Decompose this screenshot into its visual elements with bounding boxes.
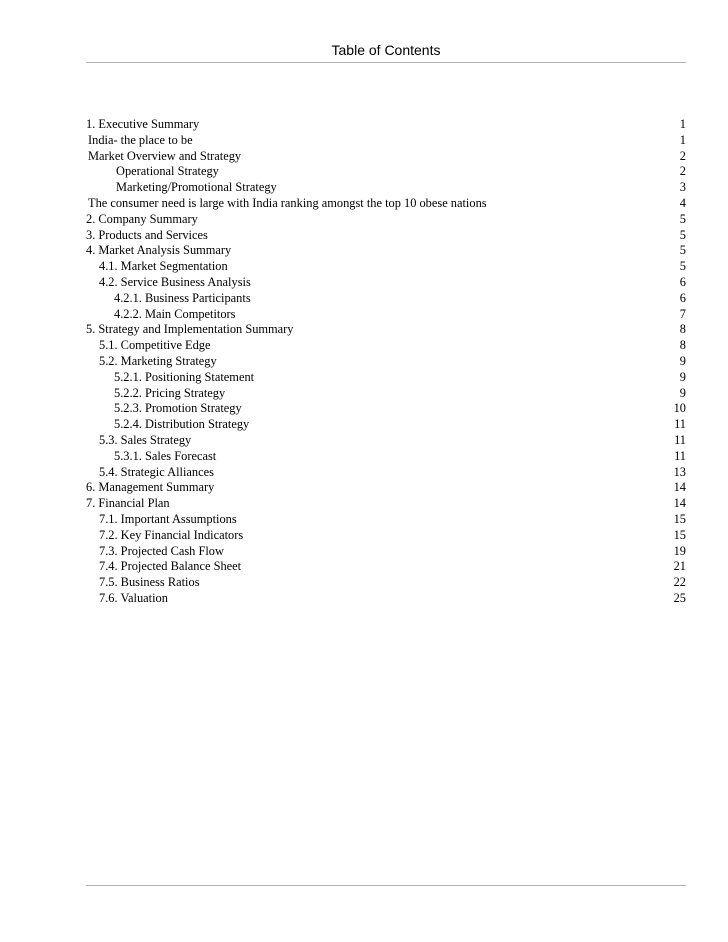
toc-entry-label: 4.2. Service Business Analysis [99, 274, 251, 289]
toc-entry-label: 1. Executive Summary [86, 117, 200, 131]
toc-entry-label: 5. Strategy and Implementation Summary [86, 322, 294, 337]
toc-entry[interactable] [86, 449, 686, 465]
toc-entry-label: 5.2.4. Distribution Strategy [114, 417, 250, 432]
toc-entry-label: 5.4. Strategic Alliances [99, 464, 214, 479]
toc-entry[interactable] [86, 291, 686, 307]
page-title: Table of Contents [331, 42, 441, 58]
toc-entry[interactable] [86, 544, 686, 560]
toc-page-number: 2 [679, 164, 686, 179]
toc-entry-label: India- the place to be [88, 132, 193, 147]
toc-entry-label: 5.2.1. Positioning Statement [114, 369, 255, 384]
toc-entry[interactable] [86, 212, 686, 228]
toc-page-number: 21 [673, 559, 686, 574]
toc-page-number: 5 [679, 259, 686, 274]
toc-entry[interactable] [86, 591, 686, 607]
toc-page-number: 15 [673, 527, 686, 542]
toc-entry-label: 7.3. Projected Cash Flow [99, 543, 224, 558]
toc-page-number: 11 [674, 448, 686, 463]
toc-page-number: 19 [673, 543, 686, 558]
toc-page-number: 6 [679, 290, 686, 305]
toc-entry-label: 7.6. Valuation [99, 590, 168, 605]
toc-entry[interactable] [86, 275, 686, 291]
toc-entry-label: Market Overview and Strategy [88, 148, 242, 163]
toc-entry[interactable] [86, 149, 686, 165]
toc-page-number: 15 [673, 511, 686, 526]
toc-entry[interactable] [86, 386, 686, 402]
toc-entry[interactable] [86, 465, 686, 481]
toc-entry-label: The consumer need is large with India ranking amongst the top 10 obese nations [88, 195, 487, 210]
toc-entry[interactable] [86, 528, 686, 544]
toc-entry[interactable] [86, 480, 686, 496]
toc-page-number: 4 [679, 195, 686, 210]
toc-page-number: 10 [673, 401, 686, 416]
toc-page-number: 11 [674, 417, 686, 432]
footer-divider [86, 885, 686, 886]
toc-entry-label: 7. Financial Plan [86, 496, 170, 511]
toc-entry[interactable] [86, 307, 686, 323]
toc-page-number: 22 [673, 575, 686, 590]
toc-entry[interactable] [86, 164, 686, 180]
toc-page-number: 8 [679, 322, 686, 337]
toc-entry[interactable] [86, 243, 686, 259]
toc-entry[interactable] [86, 322, 686, 338]
toc-page-number: 6 [679, 274, 686, 289]
toc-entry[interactable] [86, 117, 686, 133]
toc-entry[interactable] [86, 496, 686, 512]
toc-entry-label: 7.4. Projected Balance Sheet [99, 559, 242, 574]
toc-entry[interactable] [86, 180, 686, 196]
table-of-contents [86, 117, 686, 607]
toc-entry-label: 5.3. Sales Strategy [99, 432, 192, 447]
toc-page-number: 2 [679, 148, 686, 163]
toc-entry-label: 5.1. Competitive Edge [99, 338, 211, 353]
toc-entry[interactable] [86, 575, 686, 591]
toc-entry-label: 5.3.1. Sales Forecast [114, 448, 217, 463]
toc-entry-label: 4.2.1. Business Participants [114, 290, 251, 305]
toc-entry-label: 7.5. Business Ratios [99, 575, 200, 590]
toc-page-number: 5 [679, 227, 686, 242]
toc-entry[interactable] [86, 354, 686, 370]
toc-entry-label: 3. Products and Services [86, 227, 208, 242]
toc-page-number: 9 [679, 385, 686, 400]
toc-entry-label: 7.1. Important Assumptions [99, 511, 237, 526]
toc-page-number: 14 [673, 496, 686, 511]
toc-page-number: 3 [679, 180, 686, 195]
toc-entry-label: 2. Company Summary [86, 211, 198, 226]
toc-page-number: 1 [679, 117, 686, 131]
toc-page-number: 7 [679, 306, 686, 321]
toc-page-number: 25 [673, 590, 686, 605]
toc-entry-label: 5.2.3. Promotion Strategy [114, 401, 242, 416]
toc-entry[interactable] [86, 559, 686, 575]
toc-page-number: 5 [679, 211, 686, 226]
toc-entry-label: 4.2.2. Main Competitors [114, 306, 236, 321]
toc-page-number: 5 [679, 243, 686, 258]
toc-entry-label: 7.2. Key Financial Indicators [99, 527, 244, 542]
toc-page-number: 9 [679, 353, 686, 368]
header-divider [86, 62, 686, 63]
toc-entry-label: 5.2.2. Pricing Strategy [114, 385, 226, 400]
toc-entry[interactable] [86, 196, 686, 212]
toc-entry[interactable] [86, 338, 686, 354]
toc-entry[interactable] [86, 370, 686, 386]
toc-entry[interactable] [86, 228, 686, 244]
toc-entry[interactable] [86, 259, 686, 275]
toc-entry[interactable] [86, 401, 686, 417]
toc-page-number: 9 [679, 369, 686, 384]
toc-entry-label: 6. Management Summary [86, 480, 215, 495]
toc-entry-label: 5.2. Marketing Strategy [99, 353, 217, 368]
toc-page-number: 1 [679, 132, 686, 147]
toc-page-number: 11 [674, 432, 686, 447]
toc-entry[interactable] [86, 433, 686, 449]
toc-entry-label: 4. Market Analysis Summary [86, 243, 232, 258]
toc-page-number: 13 [673, 464, 686, 479]
toc-page-number: 8 [679, 338, 686, 353]
toc-entry[interactable] [86, 133, 686, 149]
toc-entry-label: 4.1. Market Segmentation [99, 259, 228, 274]
toc-entry-label: Marketing/Promotional Strategy [116, 180, 277, 195]
toc-page-number: 14 [673, 480, 686, 495]
toc-entry-label: Operational Strategy [116, 164, 219, 179]
toc-entry[interactable] [86, 417, 686, 433]
toc-entry[interactable] [86, 512, 686, 528]
